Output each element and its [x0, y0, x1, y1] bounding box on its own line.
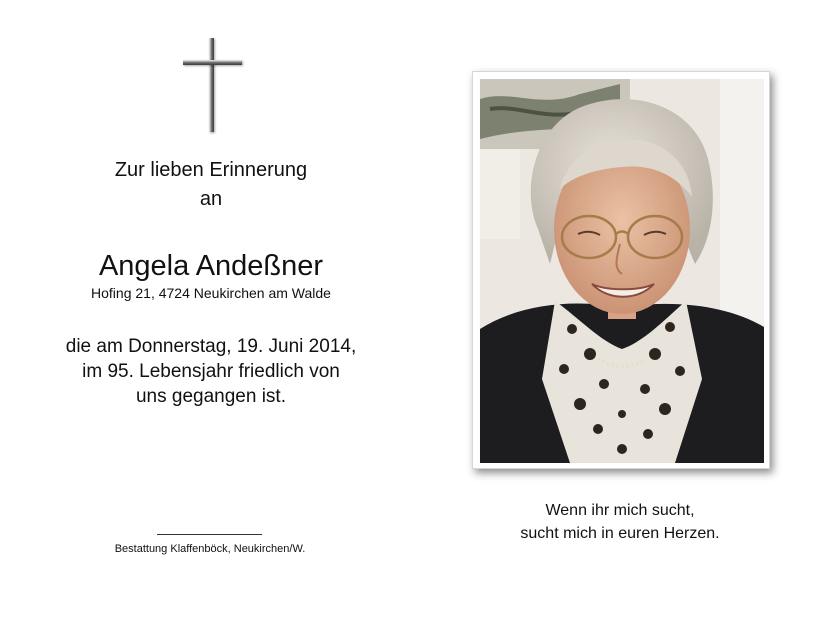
quote-line-1: Wenn ihr mich sucht,	[545, 502, 695, 519]
deceased-address: Hofing 21, 4724 Neukirchen am Walde	[91, 285, 331, 301]
deceased-name: Angela Andeßner	[98, 250, 324, 282]
quote-line-2: sucht mich in euren Herzen.	[520, 525, 720, 542]
signature-divider	[157, 534, 262, 535]
portrait-frame	[472, 71, 770, 469]
death-line-3: uns gegangen ist.	[135, 386, 286, 407]
cross-icon	[183, 38, 243, 134]
death-notice	[36, 334, 386, 409]
heading-line-1: Zur lieben Erinnerung	[114, 159, 308, 181]
heading-line-2: an	[199, 188, 223, 210]
death-line-1: die am Donnerstag, 19. Juni 2014,	[65, 336, 357, 357]
portrait-photo	[480, 79, 764, 463]
memorial-quote	[470, 499, 770, 545]
death-line-2: im 95. Lebensjahr friedlich von	[82, 361, 340, 382]
memorial-heading	[36, 156, 386, 214]
undertaker-credit: Bestattung Klaffenböck, Neukirchen/W.	[114, 543, 306, 555]
